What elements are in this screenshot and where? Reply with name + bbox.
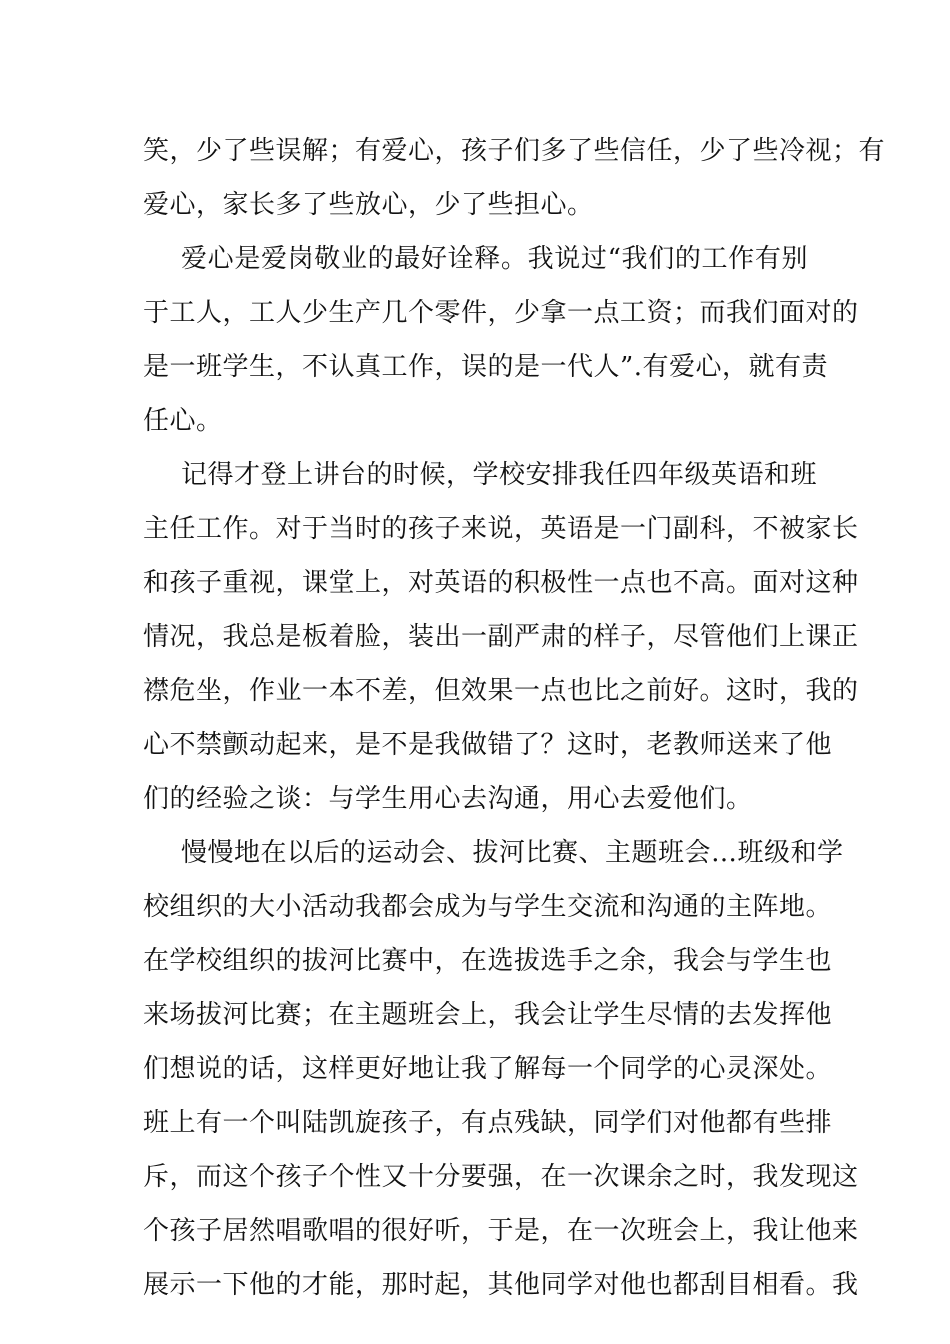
text-line: 爱心，家长多了些放心，少了些担心。 bbox=[143, 190, 594, 220]
text-line: 来场拔河比赛；在主题班会上，我会让学生尽情的去发挥他 bbox=[143, 1000, 833, 1030]
paragraph-1 bbox=[143, 124, 886, 232]
text-line: 慢慢地在以后的运动会、拔河比赛、主题班会…班级和学 bbox=[181, 838, 844, 868]
text-line: 们想说的话，这样更好地让我了解每一个同学的心灵深处。 bbox=[143, 1054, 833, 1084]
body-text bbox=[143, 124, 886, 1312]
text-line: 于工人，工人少生产几个零件，少拿一点工资；而我们面对的 bbox=[143, 298, 859, 328]
text-line: 个孩子居然唱歌唱的很好听，于是，在一次班会上，我让他来 bbox=[143, 1216, 859, 1246]
text-line: 情况，我总是板着脸，装出一副严肃的样子，尽管他们上课正 bbox=[143, 622, 859, 652]
text-line: 任心。 bbox=[143, 406, 223, 436]
text-line: 襟危坐，作业一本不差，但效果一点也比之前好。这时，我的 bbox=[143, 676, 859, 706]
text-line: 斥，而这个孩子个性又十分要强，在一次课余之时，我发现这 bbox=[143, 1162, 859, 1192]
text-line: 爱心是爱岗敬业的最好诠释。我说过“我们的工作有别 bbox=[181, 244, 808, 274]
text-line: 是一班学生，不认真工作，误的是一代人”.有爱心，就有责 bbox=[143, 352, 829, 382]
text-line: 笑，少了些误解；有爱心，孩子们多了些信任，少了些冷视；有 bbox=[143, 136, 886, 166]
text-line: 心不禁颤动起来，是不是我做错了？这时，老教师送来了他 bbox=[143, 730, 833, 760]
text-line: 班上有一个叫陆凯旋孩子，有点残缺，同学们对他都有些排 bbox=[143, 1108, 833, 1138]
paragraph-4 bbox=[143, 826, 859, 1312]
text-line: 和孩子重视，课堂上，对英语的积极性一点也不高。面对这种 bbox=[143, 568, 859, 598]
paragraph-2 bbox=[143, 232, 859, 448]
text-line: 主任工作。对于当时的孩子来说，英语是一门副科，不被家长 bbox=[143, 514, 859, 544]
text-line: 展示一下他的才能，那时起，其他同学对他也都刮目相看。我 bbox=[143, 1270, 859, 1300]
paragraph-3 bbox=[143, 448, 859, 826]
text-line: 校组织的大小活动我都会成为与学生交流和沟通的主阵地。 bbox=[143, 892, 833, 922]
text-line: 们的经验之谈：与学生用心去沟通，用心去爱他们。 bbox=[143, 784, 753, 814]
text-line: 在学校组织的拔河比赛中，在选拔选手之余，我会与学生也 bbox=[143, 946, 833, 976]
text-line: 记得才登上讲台的时候，学校安排我任四年级英语和班 bbox=[181, 460, 818, 490]
